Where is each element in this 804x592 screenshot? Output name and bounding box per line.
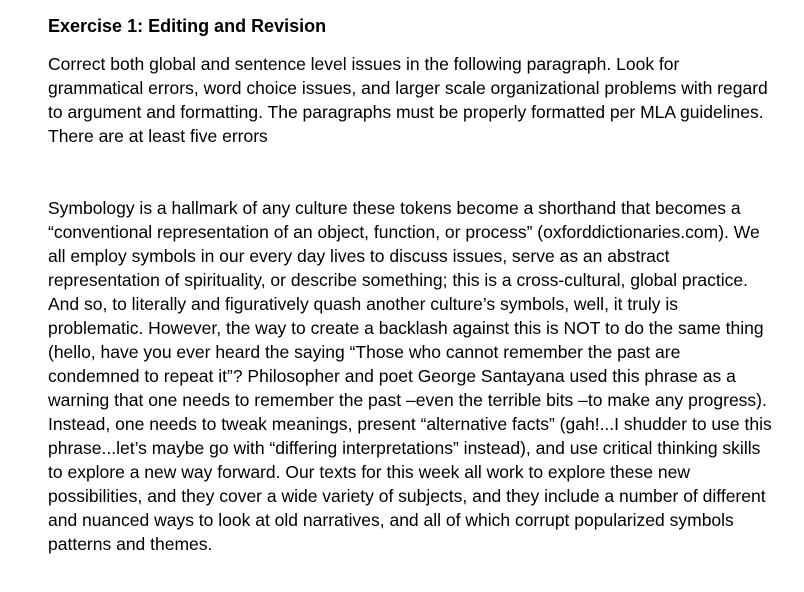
editing-paragraph: Symbology is a hallmark of any culture these tokens become a shorthand that becomes a “conventional representation of an object, function, or process” (oxforddictionaries.com). We all employ symbols in our every day lives to discuss issues, serve as an abstract representation of spirituality, or describe something; this is a cross-cultural, global practice. And so, to literally and figuratively quash another culture’s symbols, well, it truly is problematic. However, the way to create a backlash against this is NOT to do the same thing (hello, have you ever heard the saying “Those who cannot remember the past are condemned to repeat it”? Philosopher and poet George Santayana used this phrase as a warning that one needs to remember the past –even the terrible bits –to make any progress). Instead, one needs to tweak meanings, present “alternative facts” (gah!...I shudder to use this phrase...let’s maybe go with “differing interpretations” instead), and use critical thinking skills to explore a new way forward. Our texts for this week all work to explore these new possibilities, and they cover a wide variety of subjects, and they include a number of different and nuanced ways to look at old narratives, and all of which corrupt popularized symbols patterns and themes.: [48, 198, 772, 554]
instructions-paragraph: Correct both global and sentence level issues in the following paragraph. Look for grammatical errors, word choice issues, and larger scale organizational problems with regard to argument and formatting. The paragraphs must be properly formatted per MLA guidelines. There are at least five errors: [48, 54, 768, 146]
exercise-title: Exercise 1: Editing and Revision: [48, 16, 327, 36]
